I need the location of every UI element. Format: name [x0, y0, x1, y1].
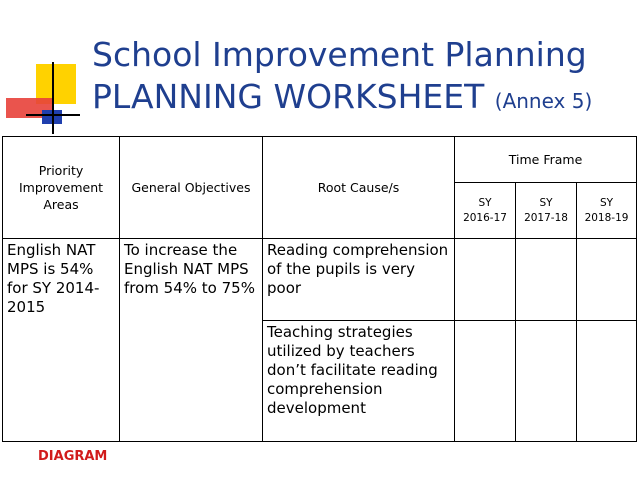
time-frame-cell — [577, 321, 637, 442]
year-label: SY — [478, 196, 492, 209]
root-cause-cell: Reading comprehension of the pupils is very poor — [263, 239, 455, 321]
year-range: 2018-19 — [584, 211, 629, 224]
time-frame-cell — [455, 239, 516, 321]
header-year — [455, 183, 516, 239]
year-label: SY — [599, 196, 614, 209]
root-cause-cell: Teaching strategies utilized by teachers don’t facilitate reading comprehension development — [263, 321, 455, 442]
slide-title — [92, 34, 632, 122]
planning-worksheet-table — [2, 136, 637, 442]
logo-horizontal-line — [26, 114, 80, 116]
header-year — [577, 183, 637, 239]
header-priority: Priority Improvement Areas — [3, 137, 120, 239]
time-frame-cell — [577, 239, 637, 321]
title-line-1: School Improvement Planning — [92, 35, 587, 74]
time-frame-cell — [455, 321, 516, 442]
header-time-frame: Time Frame — [455, 137, 637, 183]
year-range: 2017-18 — [524, 211, 568, 224]
header-root-cause: Root Cause/s — [263, 137, 455, 239]
logo-vertical-line — [52, 62, 54, 134]
priority-area-cell: English NAT MPS is 54% for SY 2014-2015 — [3, 239, 120, 442]
year-label: SY — [539, 196, 553, 209]
title-worksheet: PLANNING WORKSHEET — [92, 77, 485, 116]
header-objectives: General Objectives — [120, 137, 263, 239]
diagram-link[interactable]: DIAGRAM — [38, 449, 108, 464]
year-range: 2016-17 — [463, 211, 507, 224]
header-year — [516, 183, 577, 239]
time-frame-cell — [516, 239, 577, 321]
objective-cell: To increase the English NAT MPS from 54% to 75% — [120, 239, 263, 442]
title-annex: (Annex 5) — [494, 89, 593, 113]
title-line-2 — [92, 76, 632, 122]
time-frame-cell — [516, 321, 577, 442]
